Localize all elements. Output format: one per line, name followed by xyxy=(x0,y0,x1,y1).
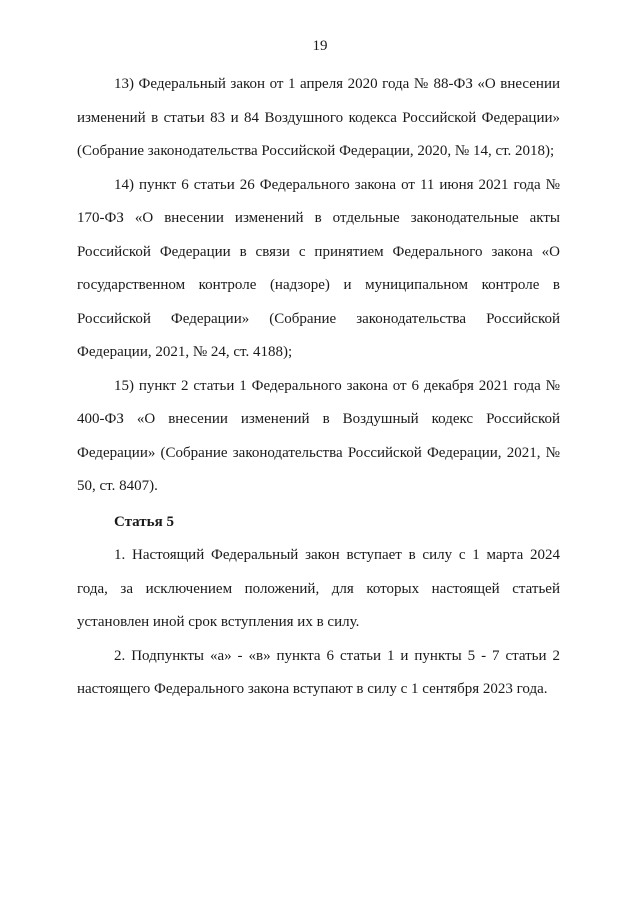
article-paragraph-2: 2. Подпункты «а» - «в» пункта 6 статьи 1 и пункты 5 - 7 статьи 2 настоящего Федерального закона вступают в силу с 1 сентября 2023 года. xyxy=(77,647,560,697)
list-item-14: 14) пункт 6 статьи 26 Федерального закона от 11 июня 2021 года № 170-ФЗ «О внесении изменений в отдельные законодательные акты Российской Федерации в связи с принятием Федерального закона «О государственном контроле (надзоре) и муниципальном контроле в Российской Федерации» (Собрание законодательства Российской Федерации, 2021, № 24, ст. 4188); xyxy=(77,176,560,360)
article-heading: Статья 5 xyxy=(114,513,174,530)
document-body xyxy=(77,68,560,707)
list-item-15: 15) пункт 2 статьи 1 Федерального закона от 6 декабря 2021 года № 400-ФЗ «О внесении изменений в Воздушный кодекс Российской Федерации» (Собрание законодательства Российской Федерации, 2021, № 50, ст. 8407). xyxy=(77,377,560,494)
list-item-13: 13) Федеральный закон от 1 апреля 2020 года № 88-ФЗ «О внесении изменений в статьи 83 и 84 Воздушного кодекса Российской Федерации» (Собрание законодательства Российской Федерации, 2020, № 14, ст. 2018); xyxy=(77,76,560,159)
article-paragraph-1: 1. Настоящий Федеральный закон вступает в силу с 1 марта 2024 года, за исключением положений, для которых настоящей статьей установлен иной срок вступления их в силу. xyxy=(77,547,560,630)
page-number: 19 xyxy=(312,38,328,54)
